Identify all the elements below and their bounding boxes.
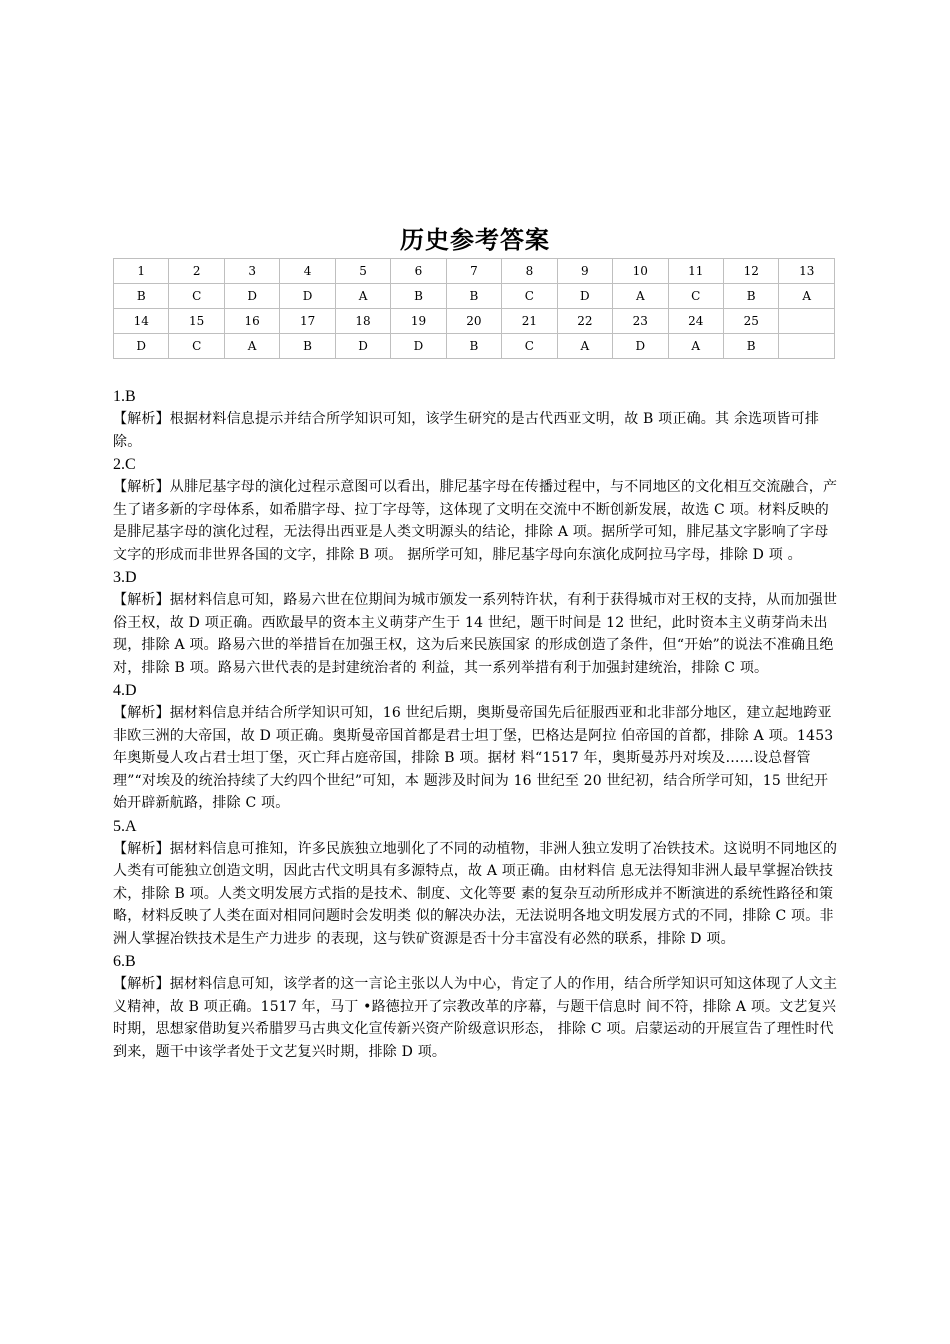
- table-cell: D: [557, 284, 612, 309]
- table-cell: [779, 334, 835, 359]
- table-cell: 7: [446, 259, 501, 284]
- table-cell: 4: [280, 259, 335, 284]
- table-cell: B: [446, 334, 501, 359]
- table-cell: 24: [668, 309, 723, 334]
- table-cell: 9: [557, 259, 612, 284]
- table-cell: B: [114, 284, 169, 309]
- question-1-answer: 1.B: [113, 388, 136, 405]
- table-cell: 23: [613, 309, 668, 334]
- table-cell: 20: [446, 309, 501, 334]
- page-title: 历史参考答案: [400, 226, 550, 254]
- table-cell: 2: [169, 259, 224, 284]
- table-cell: C: [502, 334, 557, 359]
- table-row-numbers: [114, 259, 835, 284]
- table-cell: D: [224, 284, 279, 309]
- table-cell: B: [446, 284, 501, 309]
- table-row-answers: [114, 334, 835, 359]
- table-cell: D: [613, 334, 668, 359]
- table-cell: A: [557, 334, 612, 359]
- table-cell: D: [114, 334, 169, 359]
- table-cell: 11: [668, 259, 723, 284]
- question-2-answer: 2.C: [113, 456, 136, 473]
- table-cell: D: [391, 334, 446, 359]
- question-6-explanation: 【解析】据材料信息可知，该学者的这一言论主张以人为中心，肯定了人的作用，结合所学知识可知这体现了人文主义精神，故 B 项正确。1517 年，马丁 •路德拉开了宗教改革的序幕，与题干信息时 间不符，排除 A 项。文艺复兴时期，思想家借助复兴希腊罗马古典文化宣传新兴资产阶级意识形态， 排除 C 项。启蒙运动的开展宣告了理性时代到来，题干中该学者处于文艺复兴时期，排除 D 项。: [113, 976, 838, 1060]
- table-row-answers: [114, 284, 835, 309]
- question-3-answer: 3.D: [113, 569, 137, 586]
- table-cell: C: [668, 284, 723, 309]
- question-5-explanation: 【解析】据材料信息可推知，许多民族独立地驯化了不同的动植物，非洲人独立发明了冶铁技术。这说明不同地区的人类有可能独立创造文明，因此古代文明具有多源特点，故 A 项正确。由材料信 息无法得知非洲人最早掌握冶铁技术，排除 B 项。人类文明发展方式指的是技术、制度、文化等要 素的复杂互动所形成并不断演进的系统性路径和策略，材料反映了人类在面对相同问题时会发明类 似的解决办法，无法说明各地文明发展方式的不同，排除 C 项。非洲人掌握冶铁技术是生产力进步 的表现，这与铁矿资源是否十分丰富没有必然的联系，排除 D 项。: [113, 840, 838, 947]
- table-cell: A: [613, 284, 668, 309]
- table-cell: C: [169, 334, 224, 359]
- table-cell: B: [723, 284, 778, 309]
- table-cell: C: [502, 284, 557, 309]
- question-4-answer: 4.D: [113, 682, 137, 699]
- table-cell: 17: [280, 309, 335, 334]
- question-3-explanation: 【解析】据材料信息可知，路易六世在位期间为城市颁发一系列特许状，有利于获得城市对王权的支持，从而加强世俗王权，故 D 项正确。西欧最早的资本主义萌芽产生于 14 世纪，题干时间是 12 世纪，此时资本主义萌芽尚未出现，排除 A 项。路易六世的举措旨在加强王权，这为后来民族国家 的形成创造了条件，但“开始”的说法不准确且绝对，排除 B 项。路易六世代表的是封建统治者的 利益，其一系列举措有利于加强封建统治，排除 C 项。: [113, 592, 838, 676]
- question-4-explanation: 【解析】据材料信息并结合所学知识可知，16 世纪后期，奥斯曼帝国先后征服西亚和北非部分地区，建立起地跨亚非欧三洲的大帝国，故 D 项正确。奥斯曼帝国首都是君士坦丁堡，巴格达是阿拉 伯帝国的首都，排除 A 项。1453 年奥斯曼人攻占君士坦丁堡，灭亡拜占庭帝国，排除 B 项。据材 料“1517 年，奥斯曼苏丹对埃及……设总督管理”“对埃及的统治持续了大约四个世纪”可知，本 题涉及时间为 16 世纪至 20 世纪初，结合所学可知，15 世纪开始开辟新航路，排除 C 项。: [113, 705, 834, 811]
- table-cell: 12: [723, 259, 778, 284]
- table-cell: A: [224, 334, 279, 359]
- table-cell: 8: [502, 259, 557, 284]
- table-cell: 19: [391, 309, 446, 334]
- table-cell: 16: [224, 309, 279, 334]
- table-cell: 18: [335, 309, 390, 334]
- table-cell: 3: [224, 259, 279, 284]
- explanations: [113, 386, 838, 1064]
- table-cell: D: [280, 284, 335, 309]
- table-cell: 22: [557, 309, 612, 334]
- table-cell: 15: [169, 309, 224, 334]
- table-cell: 6: [391, 259, 446, 284]
- question-2-explanation: 【解析】从腓尼基字母的演化过程示意图可以看出，腓尼基字母在传播过程中，与不同地区的文化相互交流融合，产生了诸多新的字母体系，如希腊字母、拉丁字母等，这体现了文明在交流中不断创新发展，故选 C 项。材料反映的是腓尼基字母的演化过程，无法得出西亚是人类文明源头的结论，排除 A 项。据所学可知，腓尼基文字影响了字母文字的形成而非世界各国的文字，排除 B 项。 据所学可知，腓尼基字母向东演化成阿拉马字母，排除 D 项 。: [113, 479, 838, 563]
- table-cell: 1: [114, 259, 169, 284]
- table-row-numbers: [114, 309, 835, 334]
- table-cell: [779, 309, 835, 334]
- table-cell: 14: [114, 309, 169, 334]
- question-5-answer: 5.A: [113, 817, 137, 835]
- table-cell: 10: [613, 259, 668, 284]
- table-cell: D: [335, 334, 390, 359]
- table-cell: C: [169, 284, 224, 309]
- table-cell: A: [335, 284, 390, 309]
- question-1-explanation: 【解析】根据材料信息提示并结合所学知识可知，该学生研究的是古代西亚文明，故 B 项正确。其 余选项皆可排除。: [113, 411, 820, 450]
- table-cell: B: [280, 334, 335, 359]
- table-cell: A: [779, 284, 835, 309]
- table-cell: A: [668, 334, 723, 359]
- table-cell: 25: [723, 309, 778, 334]
- table-cell: 13: [779, 259, 835, 284]
- table-cell: B: [391, 284, 446, 309]
- table-cell: B: [723, 334, 778, 359]
- question-6-answer: 6.B: [113, 953, 136, 970]
- table-cell: 21: [502, 309, 557, 334]
- table-cell: 5: [335, 259, 390, 284]
- answer-table: [113, 258, 835, 359]
